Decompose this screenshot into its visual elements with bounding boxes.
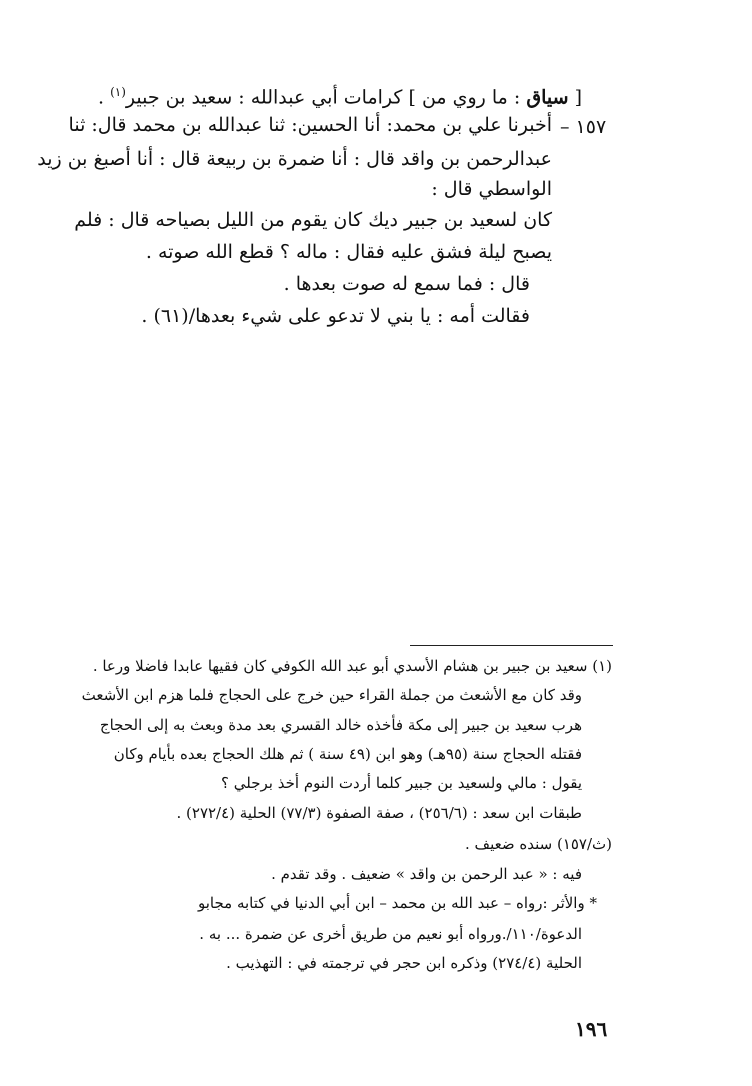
footnote-separator: [410, 645, 613, 646]
hadith-line: عبدالرحمن بن واقد قال : أنا ضمرة بن ربيعة قال : أنا أصبغ بن زيد: [37, 148, 552, 170]
footnote-line: الحلية (٢٧٤/٤) وذكره ابن حجر في ترجمته في : التهذيب .: [226, 954, 582, 972]
footnote-line: (١) سعيد بن جبير بن هشام الأسدي أبو عبد الله الكوفي كان فقيها عابدا فاضلا ورعا .: [92, 657, 612, 675]
hadith-line: قال : فما سمع له صوت بعدها .: [283, 273, 530, 295]
footnote-line: الدعوة/١١٠/.ورواه أبو نعيم من طريق أخرى عن ضمرة ... به .: [199, 925, 582, 943]
heading-text: : ما روي من ] كرامات أبي عبدالله : سعيد بن جبير: [125, 86, 521, 109]
footnote-line: * والأثر :رواه – عبد الله بن محمد – ابن أبي الدنيا في كتابه مجابو: [197, 894, 597, 912]
hadith-line: فقالت أمه : يا بني لا تدعو على شيء بعدها/(٦١) .: [141, 305, 530, 327]
hadith-line: يصبح ليلة فشق عليه فقال : ماله ؟ قطع الله صوته .: [145, 241, 552, 263]
footnote-ref: (١): [110, 85, 126, 99]
footnote-line: وقد كان مع الأشعث من جملة القراء حين خرج على الحجاج فلما هزم ابن الأشعث: [81, 686, 582, 704]
heading-end: .: [98, 86, 105, 109]
hadith-line: الواسطي قال :: [431, 178, 552, 200]
page-number: ١٩٦: [575, 1017, 608, 1041]
footnote-line: طبقات ابن سعد : (٢٥٦/٦) ، صفة الصفوة (٧٧/٣) الحلية (٢٧٢/٤) .: [176, 804, 582, 822]
hadith-number: ١٥٧ –: [560, 116, 607, 138]
footnote-line: فيه : « عبد الرحمن بن واقد » ضعيف . وقد تقدم .: [271, 865, 582, 883]
section-heading: [98, 80, 582, 109]
footnote-line: (ث/١٥٧) سنده ضعيف .: [465, 835, 612, 853]
heading-open-bracket: [: [574, 86, 582, 109]
hadith-line: كان لسعيد بن جبير ديك كان يقوم من الليل بصياحه قال : فلم: [74, 209, 552, 231]
footnote-line: يقول : مالي ولسعيد بن جبير كلما أردت النوم أخذ برجلي ؟: [221, 774, 582, 792]
hadith-line: أخبرنا علي بن محمد: أنا الحسين: ثنا عبدالله بن محمد قال: ثنا: [68, 114, 552, 136]
footnote-line: فقتله الحجاج سنة (٩٥هـ) وهو ابن (٤٩ سنة ) ثم هلك الحجاج بعده بأيام وكان: [113, 745, 582, 763]
heading-siyaq: سياق: [526, 86, 569, 109]
footnote-line: هرب سعيد بن جبير إلى مكة فأخذه خالد القسري بعد مدة وبعث به إلى الحجاج: [99, 716, 582, 734]
